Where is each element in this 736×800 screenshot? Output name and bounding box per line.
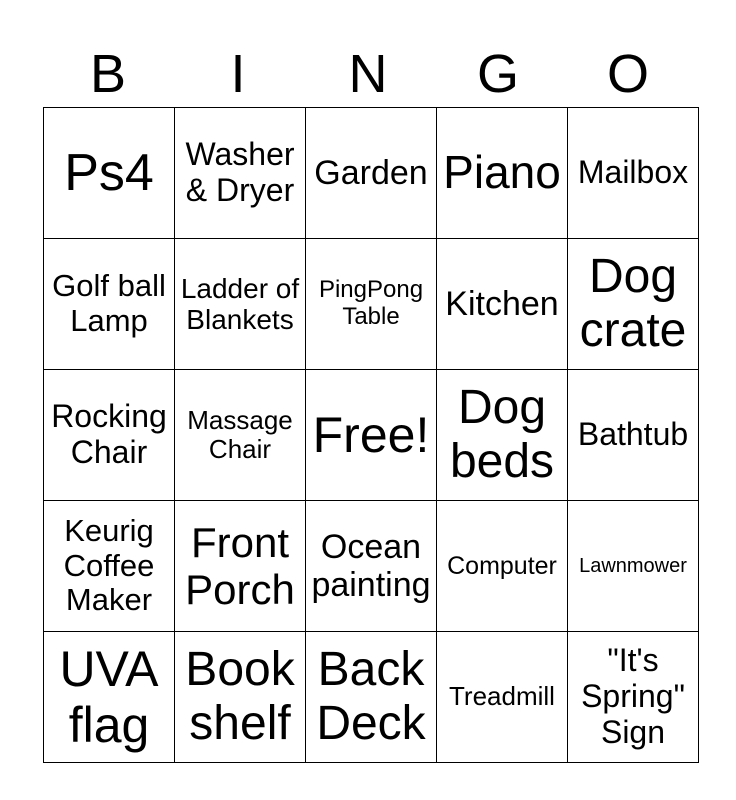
bingo-cell[interactable] <box>175 239 306 370</box>
bingo-cell[interactable] <box>44 370 175 501</box>
bingo-cell[interactable] <box>175 370 306 501</box>
header-letter-o: O <box>606 44 649 104</box>
bingo-cell-label: Dog beds <box>449 381 555 488</box>
bingo-cell-label: PingPong Table <box>318 276 424 330</box>
board-row <box>44 239 699 370</box>
header-letter-n: N <box>348 44 388 104</box>
bingo-cell[interactable] <box>437 108 568 239</box>
board-row <box>44 370 699 501</box>
bingo-cell[interactable] <box>568 370 699 501</box>
bingo-cell-label: Dog crate <box>579 250 687 357</box>
bingo-cell-label: Kitchen <box>445 284 559 323</box>
bingo-cell[interactable] <box>175 501 306 632</box>
bingo-cell[interactable] <box>437 632 568 763</box>
bingo-cell-label: Book shelf <box>185 643 295 750</box>
bingo-cell-label: Lawnmower <box>579 554 687 577</box>
bingo-cell-label: Massage Chair <box>187 404 293 464</box>
bingo-cell[interactable] <box>44 239 175 370</box>
bingo-board <box>43 107 699 763</box>
bingo-cell-label: Mailbox <box>577 154 689 191</box>
bingo-cell-label: Ps4 <box>64 143 154 202</box>
bingo-cell[interactable] <box>44 108 175 239</box>
bingo-cell[interactable] <box>568 501 699 632</box>
bingo-cell-label: Rocking Chair <box>51 398 167 470</box>
bingo-cell[interactable] <box>437 501 568 632</box>
bingo-cell-label: Ocean painting <box>311 527 431 604</box>
bingo-cell[interactable] <box>306 108 437 239</box>
bingo-cell-label: Front Porch <box>185 518 295 613</box>
header-letter-b: B <box>89 44 127 104</box>
bingo-cell-label: Keurig Coffee Maker <box>63 512 155 618</box>
bingo-cell-label: Back Deck <box>316 643 426 750</box>
bingo-cell-label: Piano <box>443 146 561 199</box>
board-row <box>44 501 699 632</box>
bingo-cell[interactable] <box>437 239 568 370</box>
bingo-cell[interactable] <box>568 108 699 239</box>
bingo-cell-label: Treadmill <box>449 681 555 712</box>
bingo-cell[interactable] <box>175 632 306 763</box>
bingo-cell-label: "It's Spring" Sign <box>581 642 685 750</box>
header-letter-g: G <box>476 44 519 104</box>
bingo-cell-label: Golf ball Lamp <box>52 268 166 338</box>
bingo-cell-label: Bathtub <box>577 416 689 453</box>
bingo-cell-label: Washer & Dryer <box>185 136 295 208</box>
bingo-cell-label: Ladder of Blankets <box>180 272 300 335</box>
bingo-cell[interactable] <box>568 239 699 370</box>
board-row <box>44 108 699 239</box>
bingo-cell[interactable] <box>306 501 437 632</box>
header-letter-i: I <box>230 44 246 104</box>
bingo-cell[interactable] <box>44 632 175 763</box>
bingo-cell[interactable] <box>306 239 437 370</box>
bingo-cell-label: Free! <box>312 407 430 463</box>
bingo-header <box>43 40 693 108</box>
board-row <box>44 632 699 763</box>
bingo-cell[interactable] <box>568 632 699 763</box>
bingo-cell[interactable] <box>306 370 437 501</box>
bingo-cell-label: UVA flag <box>59 641 159 753</box>
bingo-cell[interactable] <box>44 501 175 632</box>
bingo-cell[interactable] <box>306 632 437 763</box>
bingo-cell-label: Garden <box>314 153 428 192</box>
bingo-cell[interactable] <box>175 108 306 239</box>
bingo-cell[interactable] <box>437 370 568 501</box>
bingo-cell-label: Computer <box>447 552 557 580</box>
